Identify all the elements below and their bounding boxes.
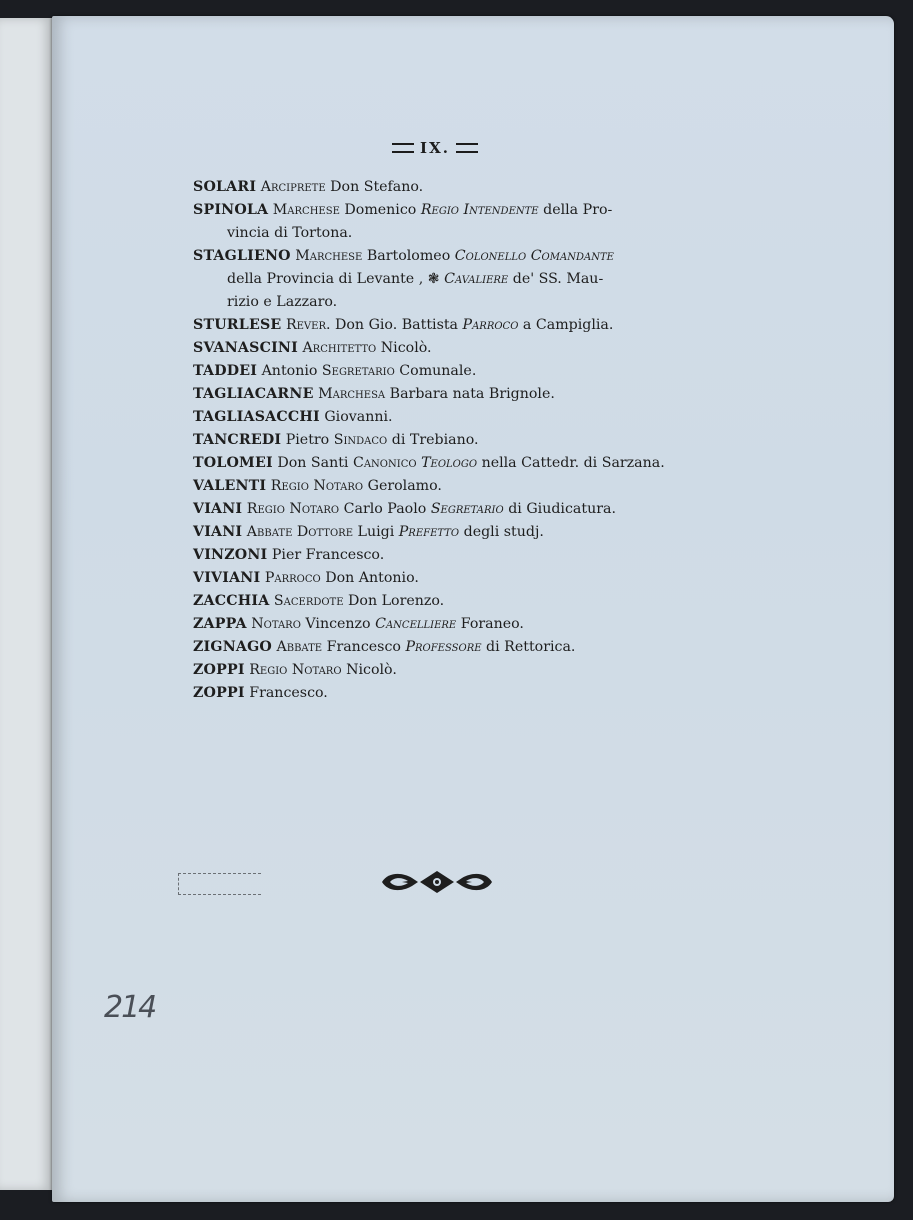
entry-surname: VIANI (193, 501, 243, 517)
entry-surname: TOLOMEI (193, 455, 273, 471)
entry-text: Don Santi (277, 455, 349, 471)
list-entry (193, 176, 693, 199)
entry-text: di Rettorica. (486, 639, 576, 655)
list-entry-continuation (193, 291, 693, 314)
list-entry (193, 590, 693, 613)
title-text: Prefetto (398, 524, 460, 540)
title-text: Abbate (276, 639, 323, 655)
list-entry (193, 360, 693, 383)
entry-surname: STAGLIENO (193, 248, 291, 264)
title-text: Professore (405, 639, 482, 655)
entry-text: Don Lorenzo. (348, 593, 445, 609)
entry-text: Foraneo. (460, 616, 524, 632)
entry-surname: ZIGNAGO (193, 639, 272, 655)
subscriber-list (193, 176, 693, 705)
list-entry (193, 613, 693, 636)
list-entry-continuation (193, 268, 693, 291)
entry-text: Pier Francesco. (271, 547, 385, 563)
title-text: Teologo (421, 455, 478, 471)
list-entry (193, 406, 693, 429)
entry-text: nella Cattedr. di Sarzana. (481, 455, 665, 471)
entry-text: Nicolò. (380, 340, 432, 356)
list-entry (193, 452, 693, 475)
list-entry (193, 521, 693, 544)
title-text: Regio Notaro (249, 662, 342, 678)
entry-text: Pietro (285, 432, 330, 448)
title-text: Regio Notaro (270, 478, 364, 494)
title-text: Cancelliere (375, 616, 457, 632)
list-entry (193, 337, 693, 360)
list-entry (193, 567, 693, 590)
title-text: Segretario (430, 501, 504, 517)
list-entry (193, 636, 693, 659)
list-entry (193, 245, 693, 268)
entry-text: Francesco. (249, 685, 328, 701)
entry-surname: ZAPPA (193, 616, 247, 632)
title-text: Canonico (352, 455, 417, 471)
entry-text: di Giudicatura. (508, 501, 616, 517)
title-text: Parroco (264, 570, 321, 586)
pencil-mark (178, 873, 261, 895)
list-entry (193, 544, 693, 567)
entry-text: Don Antonio. (325, 570, 419, 586)
entry-surname: ZACCHIA (193, 593, 270, 609)
entry-text: rizio e Lazzaro. (227, 294, 338, 310)
title-text: Segretario (321, 363, 395, 379)
entry-surname: TANCREDI (193, 432, 282, 448)
title-text: Parroco (462, 317, 519, 333)
entry-surname: SVANASCINI (193, 340, 298, 356)
entry-surname: VIVIANI (193, 570, 261, 586)
entry-surname: STURLESE (193, 317, 282, 333)
double-rule-left (392, 143, 414, 153)
entry-text: della Provincia di Levante , (227, 271, 424, 287)
handwritten-note: 214 (104, 990, 156, 1025)
entry-text: Nicolò. (346, 662, 397, 678)
list-entry (193, 682, 693, 705)
list-entry (193, 429, 693, 452)
entry-surname: VIANI (193, 524, 243, 540)
entry-surname: SPINOLA (193, 202, 269, 218)
entry-text: Barbara nata Brignole. (389, 386, 555, 402)
entry-text: Don Stefano. (330, 179, 424, 195)
title-text: Sindaco (333, 432, 388, 448)
title-text: Arciprete (260, 179, 326, 195)
title-text: Architetto (302, 340, 377, 356)
entry-text: Francesco (326, 639, 401, 655)
entry-text: Don Gio. Battista (335, 317, 459, 333)
entry-surname: TAGLIACARNE (193, 386, 314, 402)
title-text: Notaro (251, 616, 301, 632)
title-text: Abbate Dottore (246, 524, 354, 540)
entry-surname: SOLARI (193, 179, 257, 195)
list-entry (193, 475, 693, 498)
entry-text: Giovanni. (324, 409, 393, 425)
list-entry (193, 199, 693, 222)
page-header (380, 138, 490, 158)
entry-surname: ZOPPI (193, 685, 245, 701)
entry-text: degli studj. (463, 524, 544, 540)
entry-text: de' SS. Mau- (512, 271, 604, 287)
double-rule-right (456, 143, 478, 153)
entry-surname: TAGLIASACCHI (193, 409, 320, 425)
list-entry (193, 383, 693, 406)
entry-text: vincia di Tortona. (227, 225, 353, 241)
list-entry-continuation (193, 222, 693, 245)
title-text: Rever. (285, 317, 331, 333)
list-entry (193, 498, 693, 521)
title-text: Regio Notaro (246, 501, 340, 517)
entry-text: Comunale. (399, 363, 477, 379)
entry-surname: VINZONI (193, 547, 268, 563)
title-text: Marchesa (318, 386, 386, 402)
cross-icon: ❃ (427, 271, 440, 287)
title-text: Marchese (295, 248, 363, 264)
title-text: Cavaliere (444, 271, 509, 287)
title-text: Regio Intendente (420, 202, 539, 218)
entry-text: Vincenzo (305, 616, 371, 632)
title-text: Marchese (272, 202, 340, 218)
entry-surname: ZOPPI (193, 662, 245, 678)
entry-surname: TADDEI (193, 363, 258, 379)
list-entry (193, 314, 693, 337)
previous-page-edge (0, 18, 52, 1190)
entry-text: Carlo Paolo (343, 501, 427, 517)
entry-text: Bartolomeo (366, 248, 451, 264)
entry-text: della Pro- (543, 202, 613, 218)
title-text: Sacerdote (273, 593, 344, 609)
entry-text: Domenico (344, 202, 417, 218)
entry-text: Antonio (261, 363, 318, 379)
entry-text: Luigi (357, 524, 395, 540)
entry-surname: VALENTI (193, 478, 267, 494)
entry-text: di Trebiano. (391, 432, 479, 448)
entry-text: Gerolamo. (367, 478, 442, 494)
list-entry (193, 659, 693, 682)
page-number: IX. (420, 139, 450, 157)
title-text: Colonello Comandante (454, 248, 614, 264)
floral-ornament-icon (380, 868, 494, 896)
entry-text: a Campiglia. (522, 317, 614, 333)
